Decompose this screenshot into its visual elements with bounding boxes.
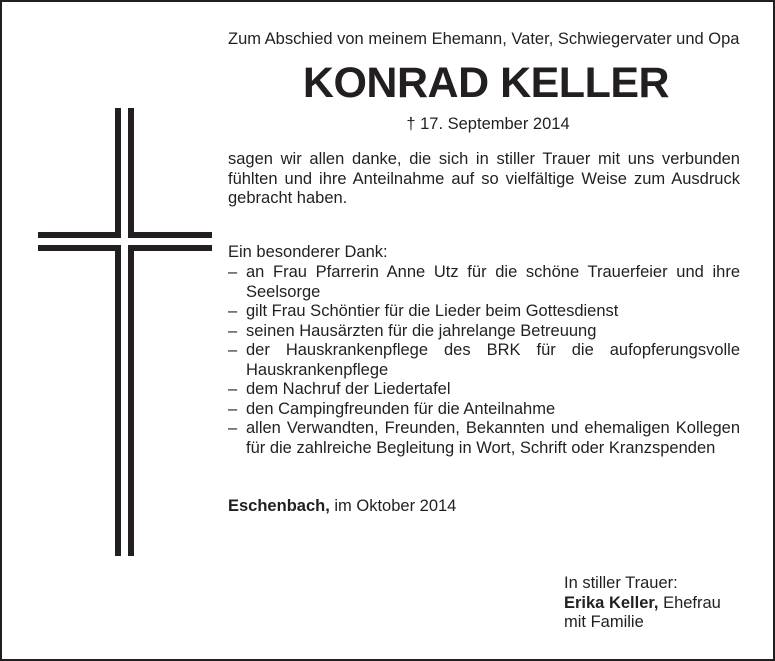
list-item: – allen Verwandten, Freunden, Bekannten und ehemaligen Kollegen für die zahlreiche Begleitung in Wort, Schrift oder Kranzspenden	[228, 419, 740, 457]
notice-body	[228, 30, 740, 517]
list-item: – den Campingfreunden für die Anteilnahme	[228, 399, 556, 418]
death-date: † 17. September 2014	[406, 114, 570, 133]
place-name: Eschenbach,	[228, 497, 330, 515]
list-item: – an Frau Pfarrerin Anne Utz für die schöne Trauerfeier und ihre Seelsorge	[228, 263, 740, 301]
deceased-name: KONRAD KELLER	[302, 58, 670, 107]
signature-line1: In stiller Trauer:	[564, 574, 678, 592]
list-item: – seinen Hausärzten für die jahrelange Betreuung	[228, 321, 597, 340]
intro-text: Zum Abschied von meinem Ehemann, Vater, Schwiegervater und Opa	[228, 30, 740, 48]
signature-block	[564, 574, 721, 633]
special-thanks-heading: Ein besonderer Dank:	[228, 242, 388, 261]
list-item: – dem Nachruf der Liedertafel	[228, 380, 451, 398]
list-item: – der Hauskrankenpflege des BRK für die aufopferungsvolle Hauskrankenpflege	[228, 341, 740, 379]
signature-line3: mit Familie	[564, 613, 644, 631]
signer-name: Erika Keller,	[564, 593, 659, 612]
signer-role: Ehefrau	[658, 593, 721, 612]
cross-icon	[38, 108, 212, 556]
date-text: im Oktober 2014	[329, 497, 457, 515]
list-item: – gilt Frau Schöntier für die Lieder beim Gottesdienst	[228, 302, 619, 320]
place-date-line	[228, 497, 740, 517]
thanks-paragraph: sagen wir allen danke, die sich in stiller Trauer mit uns verbunden fühlten und ihre Anteilnahme auf so vielfältige Weise zum Ausdruck gebracht haben.	[228, 150, 740, 207]
special-thanks-list	[228, 263, 740, 458]
